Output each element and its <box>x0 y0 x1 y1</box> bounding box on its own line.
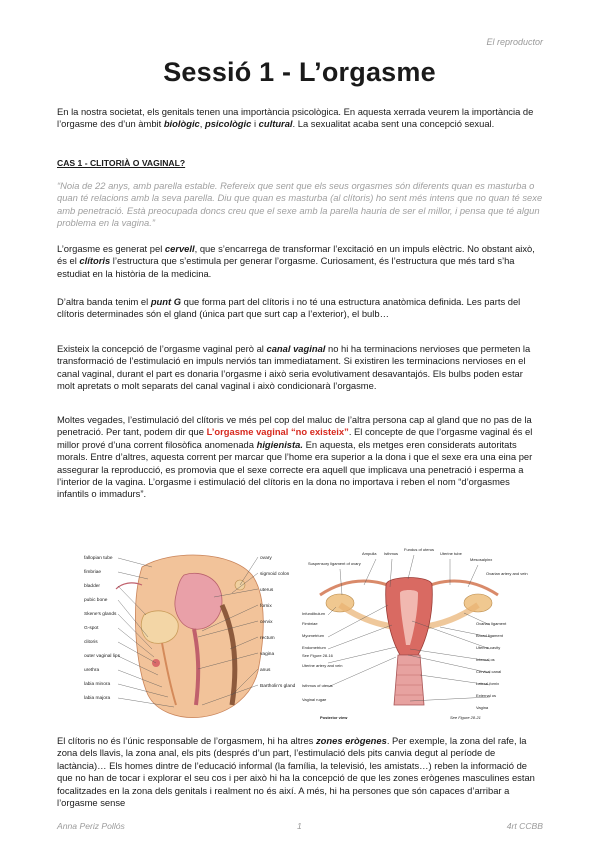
case-quote: “Noia de 22 anys, amb parella estable. Refereix que sent que els seus orgasmes són diferents quan es masturba o quan té relacions amb la seva parella. Diu que quan es masturba (al clítoris) ho sent més intens que no quan té sexe amb penetració. Està preocupada doncs creu que el sexe amb la parella hauria de ser el millor, i pensa que té algun problema en la vagina.” <box>57 180 543 229</box>
footer-page-number: 1 <box>297 821 302 831</box>
paragraph-canal-vaginal: Existeix la concepció de l’orgasme vaginal però al canal vaginal no hi ha terminacions nervioses que permeten la transformació de l’estimulació en impuls nerviós tan immediatament. Si existiren les terminacions nervioses en el canal vaginal, durant el part es donaria l’orgasme i això seria evolutivament desavantajós. Els bulbs poden estar molt apretats o molt separats del canal vaginal i això condicionarà l’orgasme. <box>57 343 531 392</box>
figure-label: cervix <box>260 620 273 625</box>
figure-label: Broad ligament <box>476 633 503 638</box>
figure-label: clitoris <box>84 640 98 645</box>
footer-author: Anna Periz Pollós <box>57 821 125 831</box>
figure-label: urethra <box>84 668 100 673</box>
figure-label: anus <box>260 668 271 673</box>
page-title: Sessió 1 - L’orgasme <box>163 57 436 87</box>
paragraph-cervell: L’orgasme es generat pel cervell, que s’encarrega de transformar l’excitació en un impuls elèctric. No obstant això, és el clítoris l’estructura que s’estimula per generar l’orgasme. Curiosament, és l’estructura que més tard s’ha estudiat en la història de la medicina. <box>57 243 535 279</box>
figure-label: Ovarian artery and vein <box>486 571 528 576</box>
figure-label: rectum <box>260 636 275 641</box>
figure-caption: Posterior view <box>320 715 348 720</box>
figure-label: Vagina <box>476 705 489 710</box>
figure-label: Endometrium <box>302 645 326 650</box>
anatomy-sagittal-figure <box>82 545 302 723</box>
figure-label: fornix <box>260 604 272 609</box>
figure-label: Uterine artery and vein <box>302 663 343 668</box>
figure-label: pubic bone <box>84 598 108 603</box>
paragraph-zones-erogenes: El clítoris no és l’únic responsable de l’orgasmem, hi ha altres zones erògenes. Per exemple, la zona del rafe, la zona dels llavis, la zona anal, els pits (després d’un part, l’estimulació dels pits canvia degut al període de lactància)… Els homes dintre de l’educació informal (la família, la televisió, les amistats…) reben la informació de que no han de tocar i explorar el seu cos i per això hi ha la concepció de que les zones erògenes masculines estan focalitzades en la zona dels genitals i realment no és així. A més, hi ha persones que són capaces d’arribar a l’orgasme sense <box>57 735 535 809</box>
anatomy-uterus-figure <box>300 545 528 723</box>
figure-label: Mesosalpinx <box>470 557 493 562</box>
figure-label: Isthmus of uterus <box>302 683 333 688</box>
paragraph-punt-g: D’altra banda tenim el punt G que forma part del clítoris i no té una estructura anatòmica definida. Les parts del clítoris determinades són el gland (única part que surt cap a l’exterior), el bulb… <box>57 296 521 320</box>
figure-label: External os <box>476 693 497 698</box>
figure-label: labia minora <box>84 682 111 687</box>
figure-label: Cervical canal <box>476 669 502 674</box>
figure-label: Ovarian ligament <box>476 621 507 626</box>
figure-label: Isthmus <box>384 551 399 556</box>
figure-label: Internal os <box>476 657 495 662</box>
figure-label: fallopian tube <box>84 556 113 561</box>
figure-label: See Figure 28-16 <box>302 653 333 658</box>
figure-label: ovary <box>260 556 272 561</box>
footer-course: 4rt CCBB <box>506 821 543 831</box>
figure-label: Myometrium <box>302 633 325 638</box>
figure-label: Bartholin's gland <box>260 684 296 689</box>
figure-label: fimbriae <box>84 570 102 575</box>
figure-label: Skene's glands <box>84 612 117 617</box>
figure-label: Fimbriae <box>302 621 318 626</box>
figure-label: Infundibulum <box>302 611 325 616</box>
case-heading: CAS 1 - CLITORIÀ O VAGINAL? <box>57 158 186 168</box>
figure-label: Lateral fornix <box>476 681 500 686</box>
running-header: El reproductor <box>486 37 543 47</box>
figure-label: outer vaginal lips <box>84 654 120 659</box>
figure-label: sigmoid colon <box>260 572 290 577</box>
figure-label: Uterine tube <box>440 551 462 556</box>
figure-label: labia majora <box>84 696 111 701</box>
figure-reference: See Figure 28-21 <box>450 715 481 720</box>
paragraph-higienista: Moltes vegades, l’estimulació del clítoris ve més pel cop del maluc de l’altra persona cap al gland que no pas de la penetració. Per tant, podem dir que L’orgasme vaginal “no existeix”. El concepte de que l’orgasme vaginal és el millor prové d’una corrent filosòfica anomenada higienista. En aquesta, els metges eren considerats autoritats morals. Entre d’altres, aquesta corrent per marcar que l’home era superior a la dona i que el sexe era una eina per assegurar la reproducció, es promovia que el sexe correcte era aquell que implicava una penetració i esperma a l’interior de la vagina. L’orgasme i estimulació del clítoris en la dona no importava i reben el nom “d’orgasmes infantils o immadurs”. <box>57 414 533 500</box>
intro-paragraph: En la nostra societat, els genitals tenen una importància psicològica. En aquesta xerrada veurem la importància de l’orgasme des d’un àmbit biològic, psicològic i cultural. La sexualitat acaba sent una concepció sexual. <box>57 106 534 130</box>
figure-label: Vaginal rugae <box>302 697 327 702</box>
figure-label: vagina <box>260 652 275 657</box>
figure-label: bladder <box>84 584 101 589</box>
figure-label: G-spot <box>84 626 99 631</box>
figure-label: uterus <box>260 588 274 593</box>
figure-label: Suspensory ligament of ovary <box>308 561 361 566</box>
figure-label: Fundus of uterus <box>404 547 435 552</box>
figure-label: Uterine cavity <box>476 645 501 650</box>
figure-label: Ampulla <box>362 551 377 556</box>
